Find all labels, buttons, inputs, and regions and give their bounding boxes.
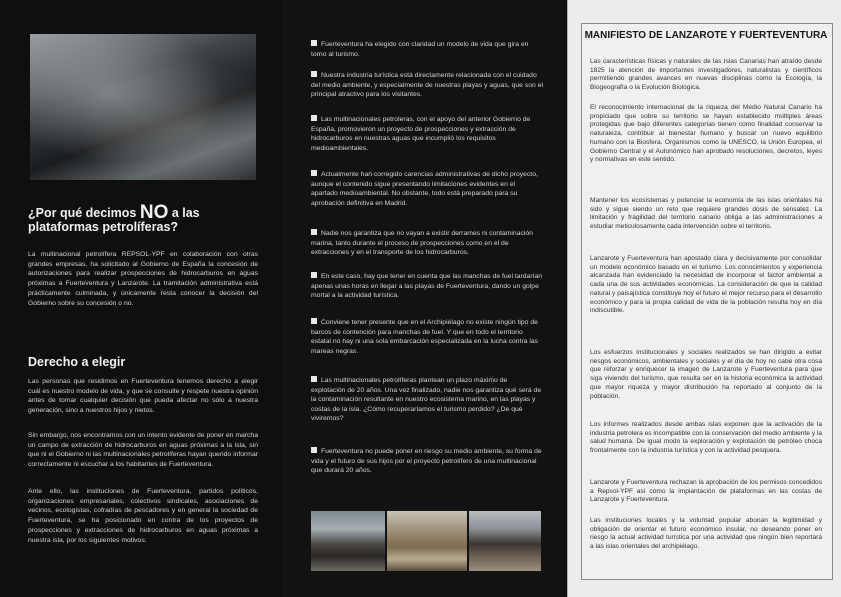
why-no-heading (28, 202, 268, 234)
fold-line (566, 0, 568, 597)
manifesto-paragraph: El reconocimiento internacional de la riqueza del Medio Natural Canario ha propiciado que sobre su territorio se hayan establecido múltiples áreas protegidas que bajo diferentes categorías tienen como finalidad conservar la naturaleza, contribuir al bienestar humano y buscar un nuevo equilibrio humano con la Biosfera. Organismos como la UNESCO, la Unión Europea, el Gobierno Central y el Autonómico han aprobado resoluciones, decretos, leyes y normativas en este sentido. (590, 104, 822, 164)
bullet-text: Conviene tener presente que en el Archipiélago no existe ningún tipo de barcos de contención para manchas de fuel. Y que en todo el territorio estatal no hay ni una sola embarcación especializada en la lucha contra las mareas negras. (311, 319, 539, 355)
coast-photo-3 (469, 511, 541, 571)
manifesto-paragraph: Las instituciones locales y la voluntad popular abonan la legitimidad y obligación de orientar el futuro económico insular, no deseando poner en riesgo la actual actividad turística por una actividad que ningún bien reportará a las islas orientales del archipiélago. (590, 517, 822, 551)
fold-line (281, 0, 283, 597)
square-bullet-icon (311, 71, 317, 77)
bullet-item (311, 272, 543, 301)
bullet-item (311, 318, 543, 356)
manifesto-paragraph: Los esfuerzos institucionales y sociales realizados se han dirigido a evitar riesgos económicos, ambientales y sociales y el día de hoy no cabe otra cosa que reforzar y enriquecer la imagen de Lanzarote y Fuerteventura para que siga viviendo del turismo, que resulta ser en la historia económica la actividad que mayor riqueza y mayor distribución ha reportado al conjunto de la población. (590, 349, 822, 400)
heading-no: NO (139, 202, 169, 223)
square-bullet-icon (311, 229, 317, 235)
coast-photo-1 (311, 511, 385, 571)
manifesto-paragraph: Las características físicas y naturales de las Islas Canarias han atraído desde 1825 la atención de importantes investigadores, naturalistas y científicos permitiendo grandes avances en nuevas disciplinas como la Ecología, la Biogeografía o la Evolución Biológica. (590, 58, 822, 92)
manifesto-paragraph: Lanzarote y Fuerteventura han apostado clara y decisivamente por consolidar un modelo económico basado en el turismo. Los conocimientos y experiencia alcanzada han evidenciado la necesidad de incorporar el factor ambiental a cada una de sus actividades económicas. La consideración de que la calidad natural y paisajística constituye hoy el futuro el mejor recurso para el desarrollo económico y para la propia calidad de vida de la población resulta hoy en día indiscutible. (590, 255, 822, 315)
intro-paragraph: La multinacional petrolífera REPSOL-YPF en colaboración con otras grandes empresas, ha solicitado al Gobierno de España la concesión de autorizaciones para realizar prospecciones de hidrocarburos en aguas próximas a Fuerteventura y Lanzarote. La tramitación administrativa está prácticamente culminada, y únicamente resta conocer la decisión del Gobierno sobre su concesión o no. (28, 251, 258, 307)
bullet-text: Fuerteventura no puede poner en riesgo su medio ambiente, su forma de vida y el futuro de sus hijos por el proyecto petrolífero de una multinacional que durará 20 años. (311, 448, 542, 475)
bullet-item (311, 376, 543, 424)
square-bullet-icon (311, 115, 317, 121)
right-to-choose-heading: Derecho a elegir (28, 355, 126, 369)
square-bullet-icon (311, 170, 317, 176)
manifesto-title: MANIFIESTO DE LANZAROTE Y FUERTEVENTURA (584, 30, 828, 41)
paragraph-rights: Las personas que residimos en Fuerteventura tenemos derecho a elegir cuál es nuestro modelo de vida, y que se consulte y respete nuestra opinión antes de tomar cualquier decisión que pueda afectar no sólo a nuestra generación, sino a nuestros hijos y nietos. (28, 378, 258, 415)
square-bullet-icon (311, 40, 317, 46)
manifesto-paragraph: Lanzarote y Fuerteventura rechazan la aprobación de los permisos concedidos a Repsol-YPF así como la implantación de plataformas en las costas de Lanzarote y Fuerteventura. (590, 479, 822, 504)
square-bullet-icon (311, 447, 317, 453)
bullet-text: Las multinacionales petroleras, con el apoyo del anterior Gobierno de España, promovieron un proyecto de prospecciones y extracción de hidrocarburos en nuestras aguas que incumplió los requisitos medioambientales. (311, 116, 531, 152)
bullet-item (311, 71, 543, 100)
square-bullet-icon (311, 272, 317, 278)
manifesto-paragraph: Los informes realizados desde ambas islas exponen que la activación de la industria petrolera es incompatible con la conservación del medio ambiente y la salud humana. De igual modo la exploración y explotación de petróleo choca frontalmente con la industria turística y con la actividad pesquera. (590, 421, 823, 455)
bullet-item (311, 447, 543, 476)
bullet-text: Nuestra industria turística está directamente relacionada con el cuidado del medio ambiente, y especialmente de nuestras playas y aguas, que son el principal atractivo para los visitantes. (311, 72, 543, 99)
heading-prefix: ¿Por qué decimos (28, 206, 140, 220)
paragraph-however: Sin embargo, nos encontramos con un intento evidente de poner en marcha un campo de extracción de hidrocarburos en aguas próximas a la isla, sin que ni el Gobierno ni las multinacionales petrolíferas hayan querido informar correctamente ni escuchar a los habitantes de Fuerteventura. (28, 432, 258, 469)
square-bullet-icon (311, 318, 317, 324)
bullet-text: Actualmente han corregido carencias administrativas de dicho proyecto, aunque el contenido sigue presentando limitaciones evidentes en el apartado medioambiental. No obstante, todo está preparado para su aprobación definitiva en Madrid. (311, 171, 538, 207)
bullet-item (311, 229, 543, 258)
bullet-item (311, 40, 543, 59)
bullet-text: En este caso, hay que tener en cuenta que las manchas de fuel tardarían apenas unas horas en llegar a las playas de Fuerteventura, dando un golpe mortal a la actividad turística. (311, 273, 543, 300)
heading-suffix: a las plataformas petrolíferas? (28, 206, 200, 234)
bullet-text: Fuerteventura ha elegido con claridad un modelo de vida que gira en torno al turismo. (311, 41, 529, 58)
coast-photo-2 (387, 511, 467, 571)
square-bullet-icon (311, 376, 317, 382)
bullet-item (311, 115, 543, 153)
bullet-item (311, 170, 543, 208)
bullet-text: Las multinacionales petrolíferas plantean un plazo máximo de explotación de 20 años. Una vez finalizado, nadie nos garantiza qué será de la contaminación resultante en nuestro ecosistema marino, en las playas y costas de la isla. ¿Cómo recuperaríamos el turismo perdido? ¿De qué viviremos? (311, 377, 542, 423)
manifesto-paragraph: Mantener los ecosistemas y potenciar la economía de las islas orientales ha sido y sigue siendo un reto que requiere grandes dosis de sensatez. La limitación y fragilidad del territorio canario obliga a las administraciones a estudiar meticulosamente cada intervención sobre el territorio. (590, 197, 822, 231)
paragraph-institutions: Ante ello, las instituciones de Fuerteventura, partidos políticos, organizaciones empresariales, colectivos sindicales, asociaciones de vecinos, ecologistas, cofradías de pescadores y en general la sociedad de Fuerteventura, se ha posicionado en contra de los proyectos de prospecciones y extracciones de hidrocarburos en aguas próximas a nuestra isla, por los siguientes motivos: (28, 488, 258, 544)
bullet-text: Nadie nos garantiza que no vayan a existir derrames ni contaminación marina, tanto durante el proceso de prospecciones como en el de extracciones y en el transporte de los hidrocarburos. (311, 230, 533, 257)
oil-stained-rock-photo (30, 34, 256, 180)
